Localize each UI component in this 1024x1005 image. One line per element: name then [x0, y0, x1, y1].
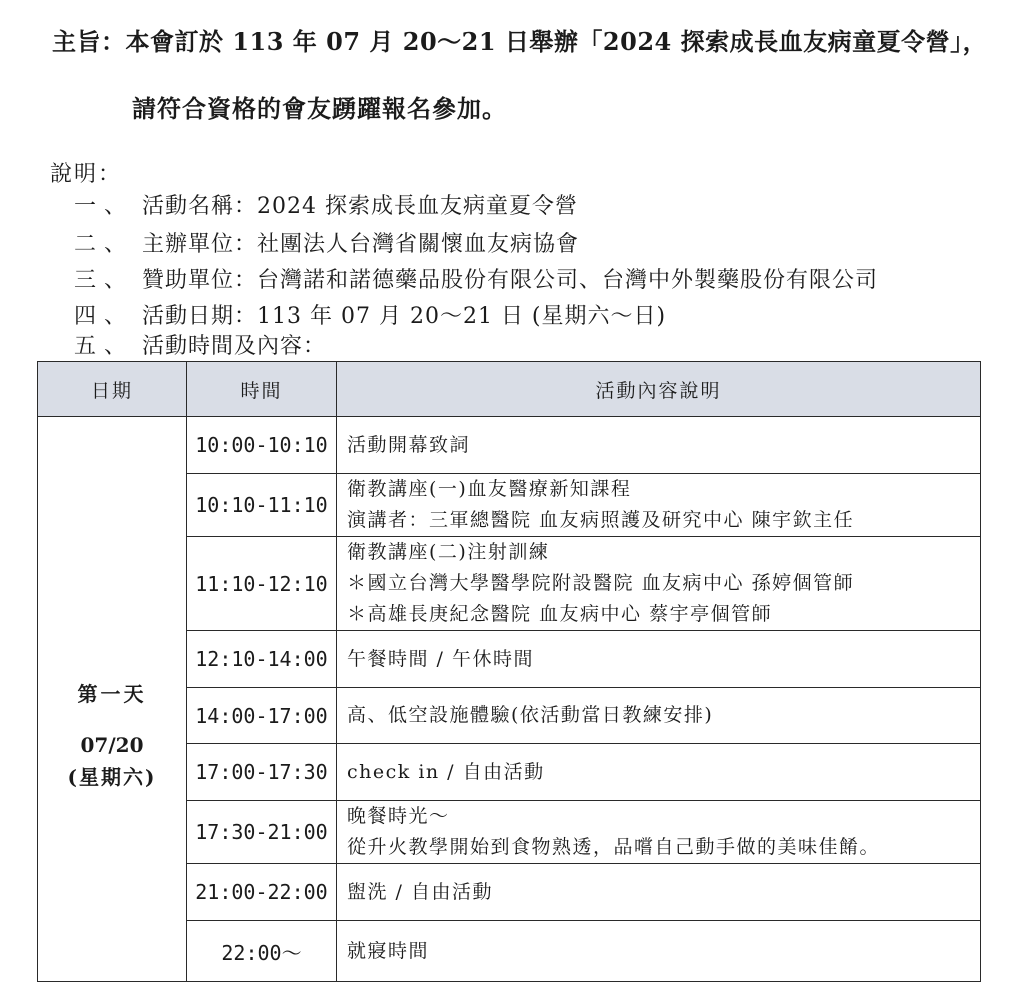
activity-line: 晚餐時光～ [347, 805, 450, 827]
time-cell: 10:00-10:10 [187, 417, 337, 474]
activity-cell [337, 921, 981, 982]
time-cell: 14:00-17:00 [187, 688, 337, 744]
activity-line: 衛教講座(一)血友醫療新知課程 [347, 478, 632, 500]
activity-line: 衛教講座(二)注射訓練 [347, 541, 550, 563]
activity-line: 從升火教學開始到食物熟透，品嚐自己動手做的美味佳餚。 [347, 836, 881, 858]
activity-line: 午餐時間 / 午休時間 [347, 647, 534, 670]
table-header-row [38, 362, 981, 417]
item-text: 活動時間及內容： [142, 334, 327, 359]
item-text: 活動日期：113 年 07 月 20～21 日 (星期六～日) [142, 304, 667, 329]
activity-line: check in / 自由活動 [347, 760, 545, 783]
activity-line: 盥洗 / 自由活動 [347, 880, 493, 903]
description-title: 說明： [50, 162, 123, 187]
header-time: 時間 [187, 362, 337, 417]
time-cell: 11:10-12:10 [187, 537, 337, 631]
header-content: 活動內容說明 [337, 362, 981, 417]
time-cell: 10:10-11:10 [187, 474, 337, 537]
item-number: 三、 [74, 268, 135, 293]
item-number: 一、 [74, 194, 135, 219]
item-text: 贊助單位：台灣諾和諾德藥品股份有限公司、台灣中外製藥股份有限公司 [142, 268, 879, 293]
activity-cell [337, 537, 981, 631]
time-cell: 17:00-17:30 [187, 744, 337, 801]
subject-line-2: 請符合資格的會友踴躍報名參加。 [132, 94, 507, 123]
activity-line: ＊高雄長庚紀念醫院 血友病中心 蔡宇亭個管師 [347, 603, 773, 625]
day-date: 07/20 [80, 733, 144, 757]
subject-line-1: 主旨：本會訂於 113 年 07 月 20～21 日舉辦「2024 探索成長血友病童夏令營」， [52, 27, 988, 56]
activity-cell [337, 864, 981, 921]
activity-cell [337, 417, 981, 474]
activity-cell [337, 744, 981, 801]
activity-cell [337, 801, 981, 864]
time-cell: 12:10-14:00 [187, 631, 337, 688]
day-label: 第一天 [77, 682, 147, 706]
item-number: 五、 [74, 334, 135, 359]
time-cell: 21:00-22:00 [187, 864, 337, 921]
time-cell: 22:00～ [187, 921, 337, 982]
activity-line: 就寢時間 [347, 939, 430, 962]
header-date: 日期 [38, 362, 187, 417]
activity-cell [337, 688, 981, 744]
item-number: 四、 [74, 304, 135, 329]
day-cell [38, 417, 187, 982]
item-text: 活動名稱：2024 探索成長血友病童夏令營 [142, 194, 578, 219]
schedule-table [37, 361, 981, 982]
activity-line: ＊國立台灣大學醫學院附設醫院 血友病中心 孫婷個管師 [347, 572, 855, 594]
item-text: 主辦單位：社團法人台灣省關懷血友病協會 [142, 232, 580, 257]
table-row [38, 417, 981, 474]
activity-cell [337, 631, 981, 688]
day-weekday: (星期六) [67, 765, 157, 789]
time-cell: 17:30-21:00 [187, 801, 337, 864]
activity-line: 活動開幕致詞 [347, 433, 471, 456]
item-number: 二、 [74, 232, 135, 257]
activity-cell [337, 474, 981, 537]
activity-line: 高、低空設施體驗(依活動當日教練安排) [347, 704, 714, 726]
activity-line: 演講者：三軍總醫院 血友病照護及研究中心 陳宇欽主任 [347, 509, 855, 531]
